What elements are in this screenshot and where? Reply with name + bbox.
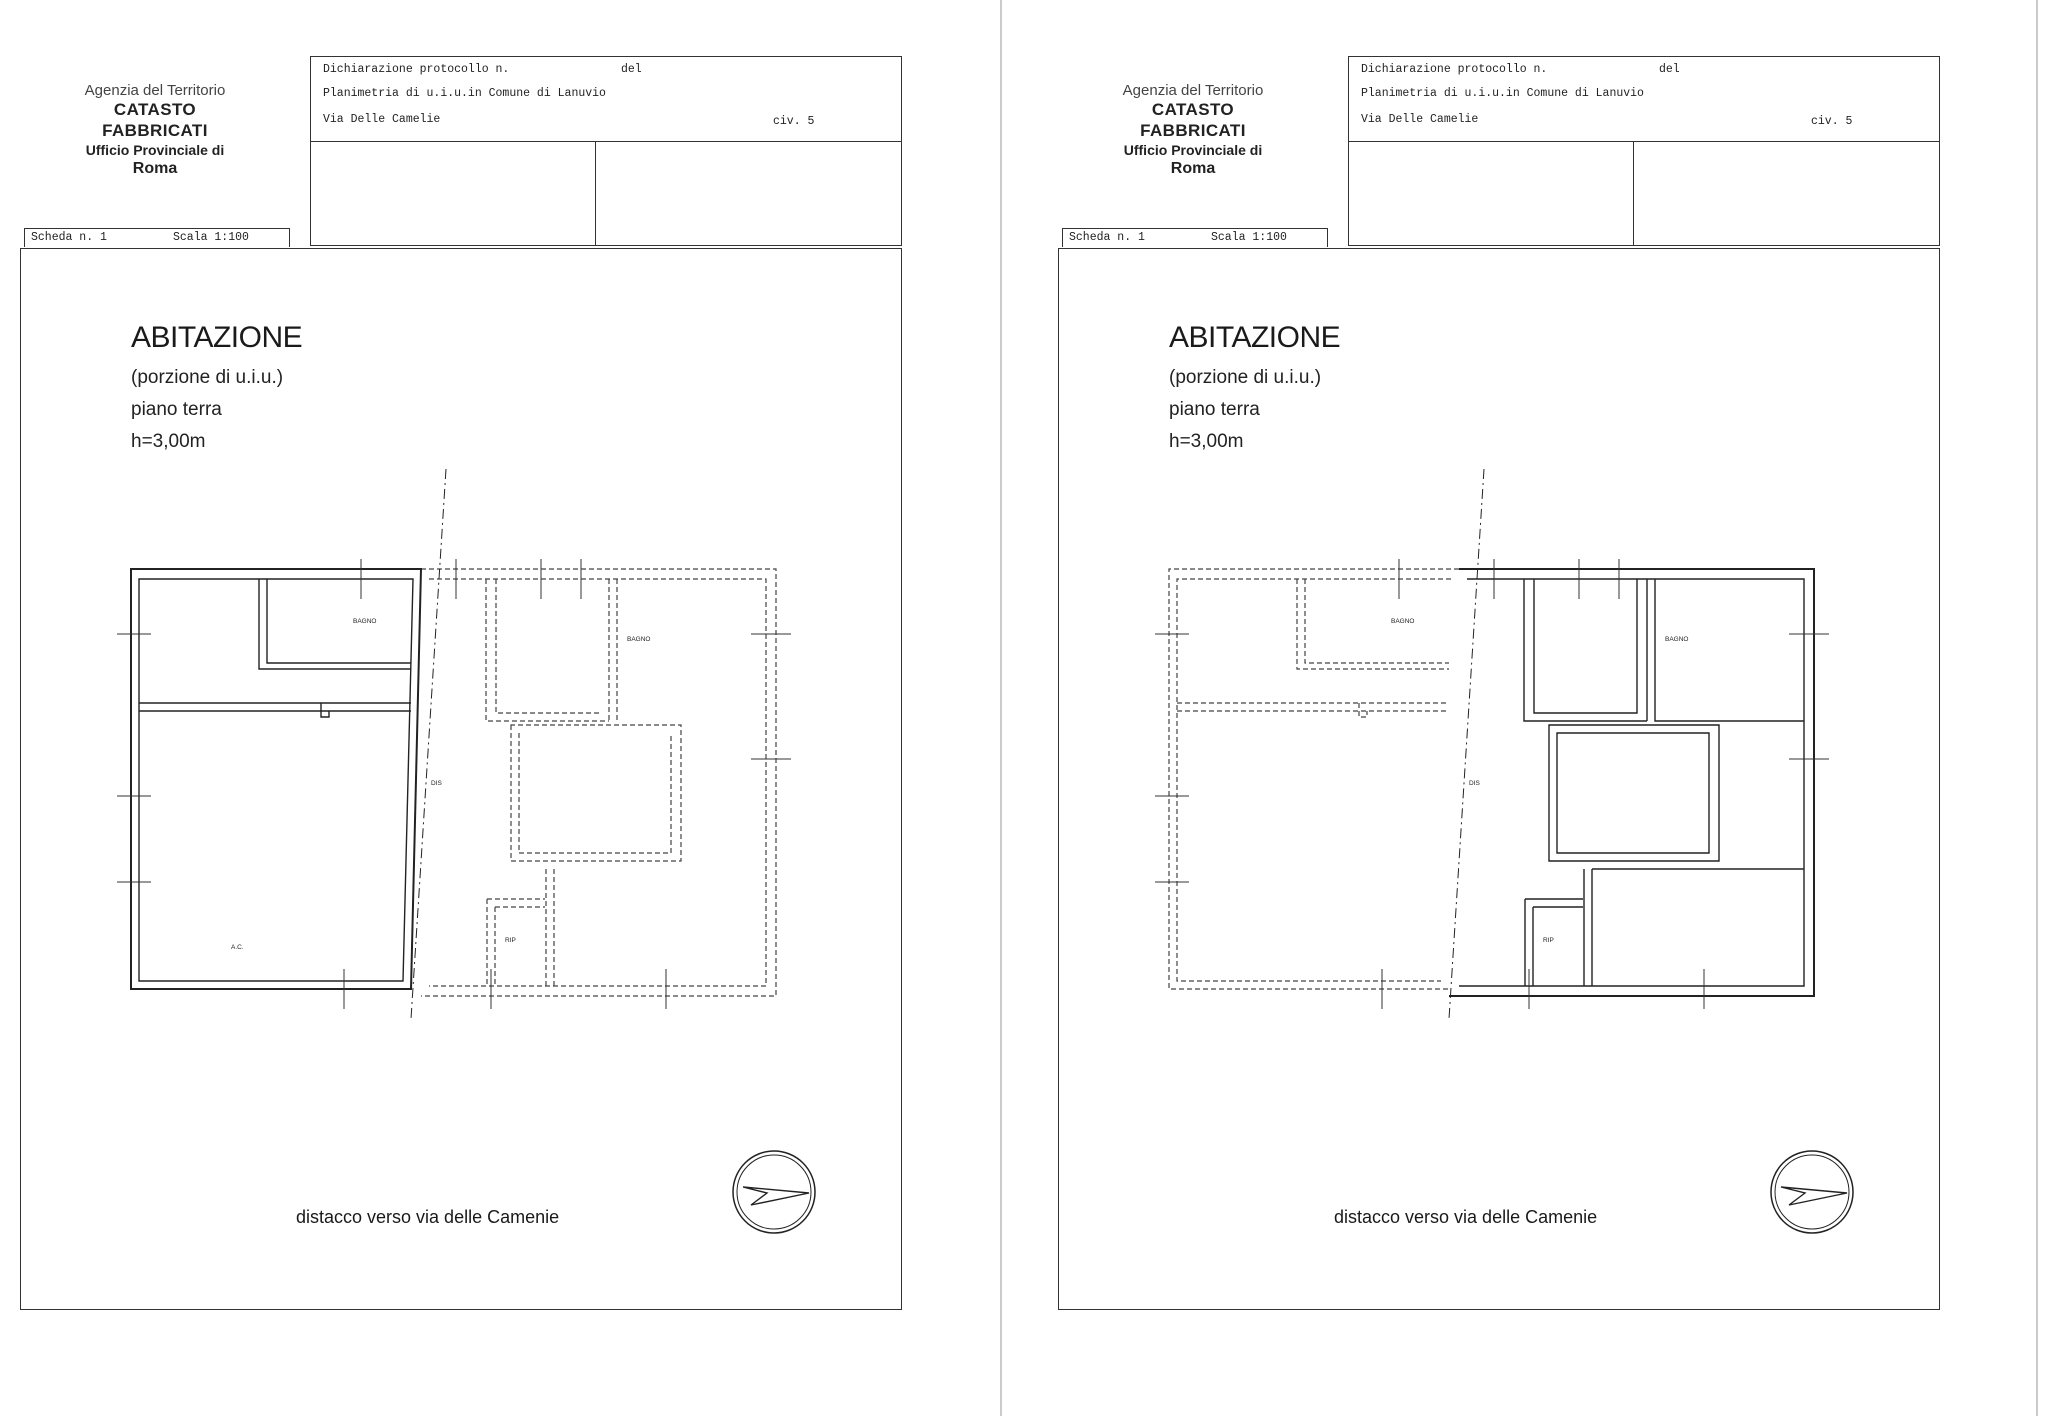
agency-block (1098, 82, 1288, 178)
room-bagno-1: BAGNO (353, 618, 377, 625)
header-dichiarazione: Dichiarazione protocollo n. (1361, 63, 1548, 76)
north-arrow-icon (731, 1149, 817, 1235)
room-dis: DIS (431, 780, 442, 787)
header-box (310, 56, 902, 246)
floor-label: piano terra (131, 399, 222, 420)
room-dis: DIS (1469, 780, 1480, 787)
room-rip: RIP (1543, 937, 1554, 944)
header-divider (311, 141, 901, 142)
header-via: Via Delle Camelie (323, 113, 441, 126)
page-fold-right (2036, 0, 2038, 1416)
planimetry-sheet-left (20, 40, 920, 1340)
header-del: del (621, 63, 642, 76)
scale-label: Scala 1:100 (1211, 231, 1287, 244)
header-planimetria: Planimetria di u.i.u.in Comune di Lanuvio (323, 87, 606, 100)
drawing-subtitle: (porzione di u.i.u.) (1169, 367, 1322, 388)
drawing-frame (20, 248, 902, 1310)
drawing-title: ABITAZIONE (1169, 321, 1341, 354)
north-arrow-icon (1769, 1149, 1855, 1235)
agency-name: Agenzia del Territorio (1122, 82, 1264, 99)
scheda-box (24, 228, 290, 247)
header-del: del (1659, 63, 1680, 76)
header-dichiarazione: Dichiarazione protocollo n. (323, 63, 510, 76)
agency-name: Agenzia del Territorio (84, 82, 226, 99)
header-column-divider (1633, 141, 1634, 245)
agency-registry: CATASTO FABBRICATI (102, 100, 208, 141)
agency-city: Roma (1170, 159, 1216, 177)
title-block (131, 321, 302, 463)
agency-registry: CATASTO FABBRICATI (1140, 100, 1246, 141)
height-label: h=3,00m (131, 431, 206, 452)
drawing-frame (1058, 248, 1940, 1310)
height-label: h=3,00m (1169, 431, 1244, 452)
scheda-box (1062, 228, 1328, 247)
scheda-number: Scheda n. 1 (1069, 231, 1145, 244)
room-bagno-2: BAGNO (627, 636, 651, 643)
agency-city: Roma (132, 159, 178, 177)
header-civico: civ. 5 (773, 115, 815, 128)
floor-plan (1149, 539, 1769, 1179)
room-bagno-1: BAGNO (1391, 618, 1415, 625)
header-civico: civ. 5 (1811, 115, 1853, 128)
planimetry-sheet-right (1058, 40, 1958, 1340)
agency-office: Ufficio Provinciale di (1123, 141, 1263, 158)
header-divider (1349, 141, 1939, 142)
drawing-title: ABITAZIONE (131, 321, 303, 354)
distacco-note: distacco verso via delle Camenie (296, 1207, 560, 1227)
header-column-divider (595, 141, 596, 245)
floor-label: piano terra (1169, 399, 1260, 420)
header-via: Via Delle Camelie (1361, 113, 1479, 126)
drawing-subtitle: (porzione di u.i.u.) (131, 367, 284, 388)
distacco-note: distacco verso via delle Camenie (1334, 1207, 1598, 1227)
title-block (1169, 321, 1340, 463)
room-ac: A.C. (231, 944, 244, 951)
agency-office: Ufficio Provinciale di (85, 141, 225, 158)
room-bagno-2: BAGNO (1665, 636, 1689, 643)
agency-block (60, 82, 250, 178)
scheda-number: Scheda n. 1 (31, 231, 107, 244)
scale-label: Scala 1:100 (173, 231, 249, 244)
room-rip: RIP (505, 937, 516, 944)
page-fold-center (1000, 0, 1002, 1416)
header-box (1348, 56, 1940, 246)
floor-plan (111, 539, 731, 1179)
header-planimetria: Planimetria di u.i.u.in Comune di Lanuvio (1361, 87, 1644, 100)
